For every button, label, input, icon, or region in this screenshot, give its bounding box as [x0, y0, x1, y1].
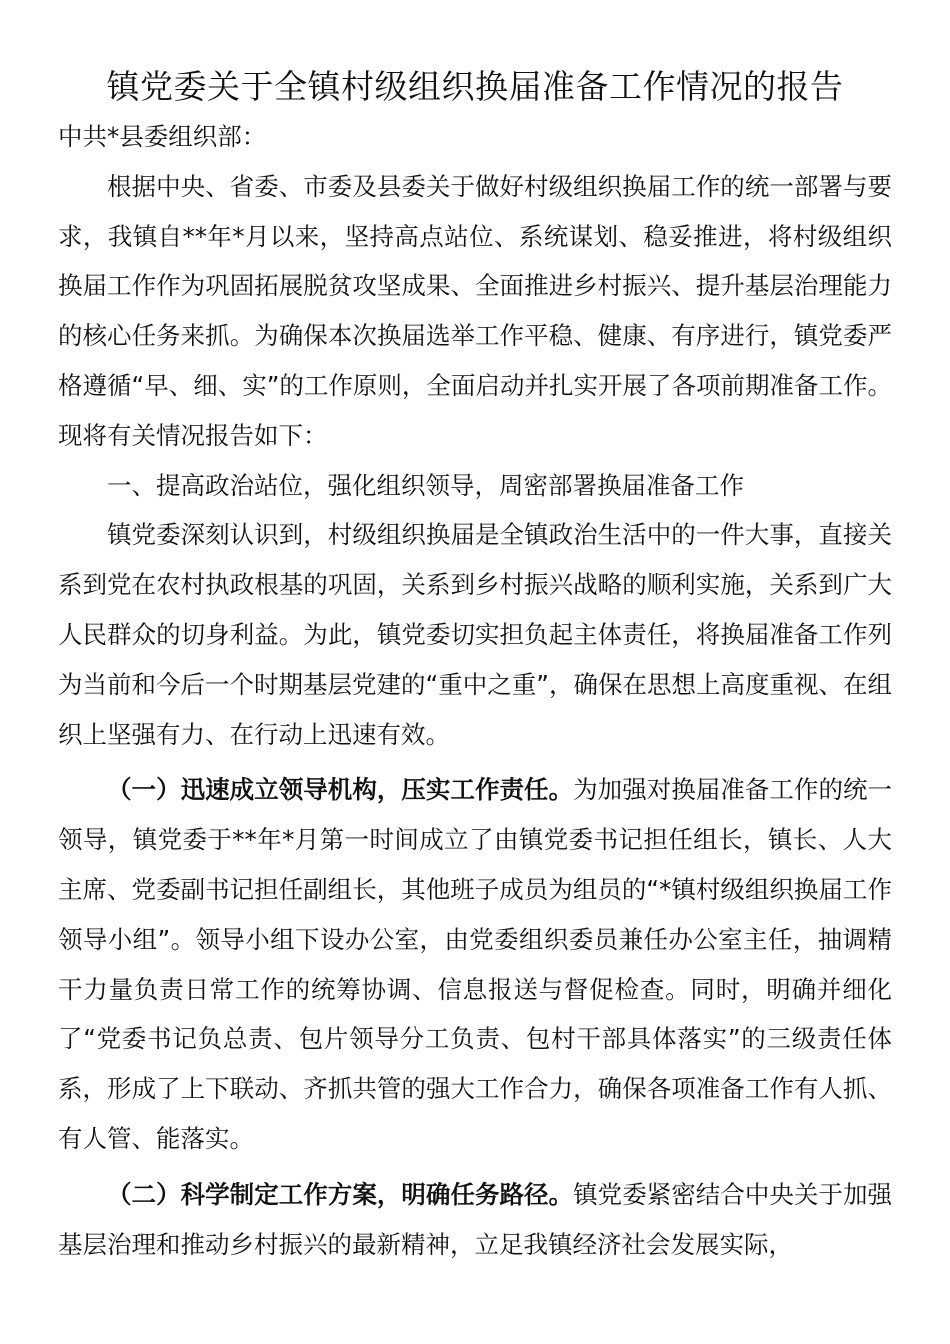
- subsection-2-paragraph: [58, 1170, 892, 1270]
- subsection-1-paragraph: [58, 765, 892, 1163]
- subsection-1-lead: （一）迅速成立领导机构，压实工作责任。: [107, 775, 574, 805]
- salutation: 中共*县委组织部：: [58, 122, 267, 151]
- subsection-1-body: 为加强对换届准备工作的统一领导，镇党委于**年*月第一时间成立了由镇党委书记担任组长，镇长、人大主席、党委副书记担任副组长，其他班子成员为组员的“*镇村级组织换届工作领导小组”。领导小组下设办公室，由党委组织委员兼任办公室主任，抽调精干力量负责日常工作的统筹协调、信息报送与督促检查。同时，明确并细化了“党委书记负总责、包片领导分工负责、包村干部具体落实”的三级责任体系，形成了上下联动、齐抓共管的强大工作合力，确保各项准备工作有人抓、有人管、能落实。: [58, 775, 893, 1153]
- subsection-2-body: 镇党委紧密结合中央关于加强基层治理和推动乡村振兴的最新精神，立足我镇经济社会发展实际，: [58, 1179, 893, 1259]
- section-1-heading: 一、提高政治站位，强化组织领导，周密部署换届准备工作: [107, 470, 744, 500]
- subsection-2-lead: （二）科学制定工作方案，明确任务路径。: [107, 1179, 574, 1209]
- intro-paragraph: 根据中央、省委、市委及县委关于做好村级组织换届工作的统一部署与要求，我镇自**年*月以来，坚持高点站位、系统谋划、稳妥推进，将村级组织换届工作作为巩固拓展脱贫攻坚成果、全面推进乡村振兴、提升基层治理能力的核心任务来抓。为确保本次换届选举工作平稳、健康、有序进行，镇党委严格遵循“早、细、实”的工作原则，全面启动并扎实开展了各项前期准备工作。现将有关情况报告如下：: [58, 171, 892, 450]
- report-title: 镇党委关于全镇村级组织换届准备工作情况的报告: [106, 67, 844, 106]
- section-1-body: 镇党委深刻认识到，村级组织换届是全镇政治生活中的一件大事，直接关系到党在农村执政根基的巩固，关系到乡村振兴战略的顺利实施，关系到广大人民群众的切身利益。为此，镇党委切实担负起主体责任，将换届准备工作列为当前和今后一个时期基层党建的“重中之重”，确保在思想上高度重视、在组织上坚强有力、在行动上迅速有效。: [58, 520, 892, 749]
